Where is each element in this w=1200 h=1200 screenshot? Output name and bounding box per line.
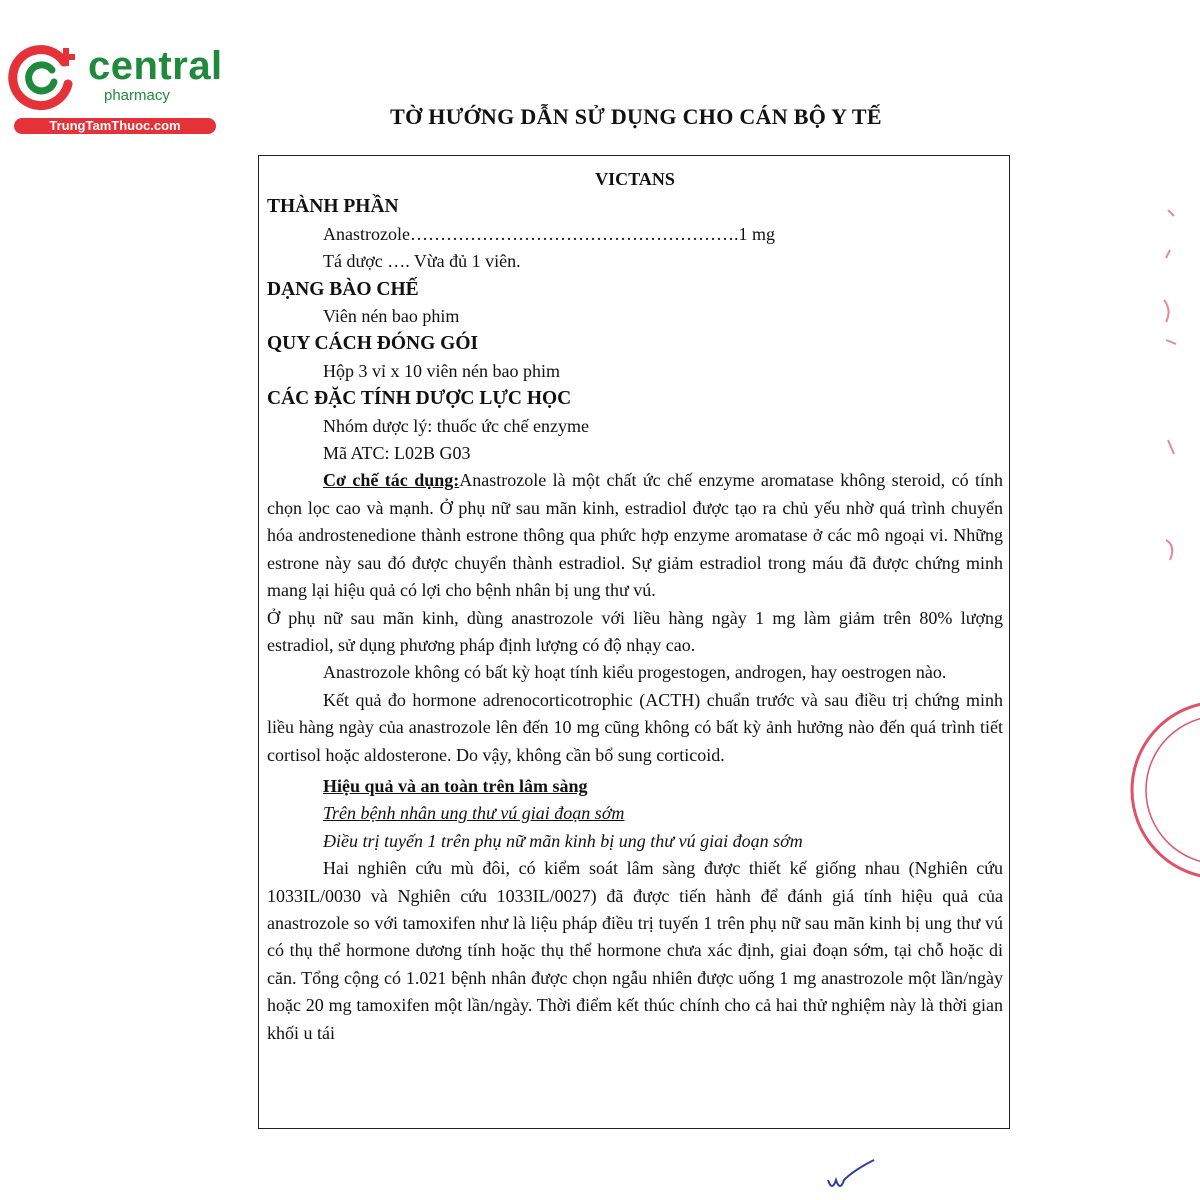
dosage-form-heading: DẠNG BÀO CHẾ [267, 278, 419, 300]
mechanism-label: Cơ chế tác dụng: [323, 470, 460, 491]
document-frame [258, 155, 1010, 1129]
pharmacological-group: Nhóm dược lý: thuốc ức chế enzyme [323, 415, 589, 436]
handwritten-signature [824, 1158, 884, 1194]
pharmacodynamics-heading: CÁC ĐẶC TÍNH DƯỢC LỰC HỌC [267, 388, 572, 410]
logo-url-badge: TrungTamThuoc.com [14, 118, 216, 134]
product-name: VICTANS [595, 169, 675, 189]
packaging-text: Hộp 3 vỉ x 10 viên nén bao phim [323, 360, 560, 381]
page-title: TỜ HƯỚNG DẪN SỬ DỤNG CHO CÁN BỘ Y TẾ [390, 104, 882, 129]
clinical-heading: Hiệu quả và an toàn trên lâm sàng [323, 775, 588, 796]
clinical-heading-line [267, 773, 1003, 800]
mechanism-text: Anastrozole là một chất ức chế enzyme aromatase không steroid, có tính chọn lọc cao và mạnh. Ở phụ nữ sau mãn kinh, estradiol được tạo ra chủ yếu nhờ quá trình chuyển hóa androstenedione thành estrone thông qua phức hợp enzyme aromatase ở các mô ngoại vi. Những estrone này sau đó được chuyển thành estradiol. Sự giảm estradiol trong máu đã được chứng minh mang lại hiệu quả có lợi cho bệnh nhân bị ung thư vú. [267, 470, 1003, 601]
logo-subtitle: pharmacy [104, 87, 170, 104]
central-pharmacy-logo [8, 36, 223, 136]
document-body [267, 166, 1003, 1047]
atc-code: Mã ATC: L02B G03 [323, 443, 471, 464]
composition-line-excipient: Tá dược …. Vừa đủ 1 viên. [323, 251, 521, 272]
composition-line-active: Anastrozole……………………………………………….1 mg [323, 223, 775, 244]
clinical-subheading-early: Trên bệnh nhân ung thư vú giai đoạn sớm [323, 803, 625, 824]
clinical-paragraph: Hai nghiên cứu mù đôi, có kiểm soát lâm sàng được thiết kế giống nhau (Nghiên cứu 1033IL/0030 và Nghiên cứu 1033IL/0027) đã được tiến hành để đánh giá tính hiệu quả của anastrozole so với tamoxifen như là liệu pháp điều trị tuyến 1 trên phụ nữ sau mãn kinh bị ung thư vú có thụ thể hormone dương tính hoặc thụ thể hormone chưa xác định, giai đoạn sớm, tại chỗ hoặc di căn. Tổng cộng có 1.021 bệnh nhân được chọn ngẫu nhiên được uống 1 mg anastrozole một lần/ngày hoặc 20 mg tamoxifen một lần/ngày. Thời điểm kết thúc chính cho cả hai thử nghiệm này là thời gian khối u tái [267, 858, 1003, 1043]
hormone-activity-paragraph: Anastrozole không có bất kỳ hoạt tính kiểu progestogen, androgen, hay oestrogen nào. [323, 662, 947, 683]
mechanism-paragraph [267, 467, 1003, 604]
packaging-heading: QUY CÁCH ĐÓNG GÓI [267, 333, 479, 355]
composition-heading: THÀNH PHẦN [267, 196, 399, 218]
logo-brand-name: central [88, 44, 223, 88]
clinical-subheading-first-line: Điều trị tuyến 1 trên phụ nữ mãn kinh bị ung thư vú giai đoạn sớm [323, 830, 803, 851]
red-stamp-partial [1080, 0, 1200, 1200]
dosage-form-text: Viên nén bao phim [323, 306, 460, 327]
estradiol-paragraph: Ở phụ nữ sau mãn kinh, dùng anastrozole với liều hàng ngày 1 mg làm giảm trên 80% lượng estradiol, sử dụng phương pháp định lượng có độ nhạy cao. [267, 607, 1003, 655]
acth-paragraph: Kết quả đo hormone adrenocorticotrophic (ACTH) chuẩn trước và sau điều trị chứng minh liều hàng ngày của anastrozole lên đến 10 mg cũng không có bất kỳ ảnh hưởng nào đến quá trình tiết cortisol hoặc aldosterone. Do vậy, không cần bổ sung corticoid. [267, 689, 1003, 765]
pharmacy-cross-icon [8, 40, 80, 112]
clinical-sub1-line [267, 800, 1003, 827]
